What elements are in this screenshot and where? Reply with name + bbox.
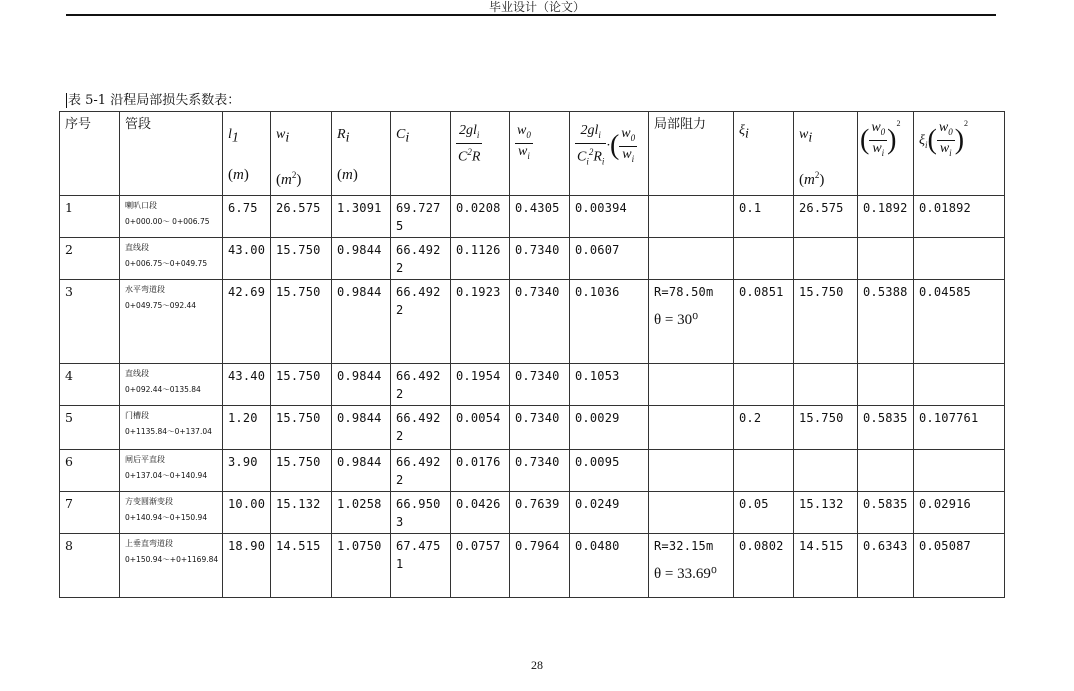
segment-range: 0+092.44～0135.84 xyxy=(125,385,201,394)
header-segment xyxy=(120,112,223,196)
cell-radius-value: 0.9844 xyxy=(337,411,382,425)
cell-area xyxy=(271,492,332,534)
segment-range: 0+137.04～0+140.94 xyxy=(125,471,208,480)
cell-area-2-value: 15.750 xyxy=(799,411,844,425)
cell-no xyxy=(60,280,120,364)
text-cursor xyxy=(66,93,67,108)
loss-coefficient-table xyxy=(59,111,1005,598)
cell-ratio-squared xyxy=(858,450,914,492)
cell-area-value: 15.750 xyxy=(276,369,321,383)
cell-radius xyxy=(332,364,391,406)
cell-xi-ratio-squared xyxy=(914,406,1005,450)
cell-length xyxy=(223,406,271,450)
header-no xyxy=(60,112,120,196)
header-length-unit: m xyxy=(233,166,244,183)
cell-no-value: 5 xyxy=(65,410,73,425)
cell-xi-ratio-squared-value: 0.05087 xyxy=(919,539,971,553)
cell-radius-value: 0.9844 xyxy=(337,369,382,383)
cell-segment xyxy=(120,280,223,364)
cell-no-value: 2 xyxy=(65,242,73,257)
header-length: $l_1$ (m) xyxy=(223,112,271,196)
segment-name: 闸后平直段 xyxy=(125,455,165,464)
cell-length-value: 43.40 xyxy=(228,369,266,383)
cell-area-2-value: 26.575 xyxy=(799,201,844,215)
cell-chezy xyxy=(391,364,451,406)
header-chezy xyxy=(391,112,451,196)
header-ratio-squared: ( $\frac{w_0}{w_i}$ )$^2$ xyxy=(858,112,914,196)
cell-length xyxy=(223,450,271,492)
cell-xi-ratio-squared xyxy=(914,534,1005,598)
cell-local-resistance xyxy=(649,450,734,492)
cell-product xyxy=(570,280,649,364)
cell-xi-ratio-squared xyxy=(914,492,1005,534)
cell-area-ratio xyxy=(510,450,570,492)
cell-ratio-squared-value: 0.6343 xyxy=(863,539,908,553)
cell-local-resistance xyxy=(649,406,734,450)
cell-segment xyxy=(120,238,223,280)
header-area-sub: i xyxy=(285,130,290,146)
cell-xi-ratio-squared xyxy=(914,450,1005,492)
header-rule xyxy=(66,14,996,16)
header-radius-sub: i xyxy=(345,130,350,146)
cell-xi xyxy=(734,406,794,450)
cell-friction-coef xyxy=(451,238,510,280)
table-row xyxy=(60,238,1005,280)
cell-ratio-squared-value: 0.5835 xyxy=(863,497,908,511)
cell-segment xyxy=(120,406,223,450)
cell-length xyxy=(223,534,271,598)
cell-radius xyxy=(332,238,391,280)
cell-chezy xyxy=(391,534,451,598)
cell-chezy xyxy=(391,196,451,238)
cell-area-value: 26.575 xyxy=(276,201,321,215)
cell-radius-value: 1.3091 xyxy=(337,201,382,215)
cell-area-ratio-value: 0.7639 xyxy=(515,497,560,511)
cell-area-ratio-value: 0.7964 xyxy=(515,539,560,553)
cell-xi xyxy=(734,280,794,364)
cell-product-value: 0.0029 xyxy=(575,411,620,425)
header-xi xyxy=(734,112,794,196)
table-body xyxy=(60,196,1005,598)
cell-friction-coef xyxy=(451,196,510,238)
cell-product-value: 0.0480 xyxy=(575,539,620,553)
header-no-label: 序号 xyxy=(65,117,92,132)
cell-length xyxy=(223,280,271,364)
header-chezy-symbol: C xyxy=(396,127,406,142)
cell-xi xyxy=(734,450,794,492)
cell-no xyxy=(60,196,120,238)
cell-area-2-value: 14.515 xyxy=(799,539,844,553)
cell-chezy-value: 66.4922 xyxy=(396,455,441,487)
cell-area-2-value: 15.750 xyxy=(799,285,844,299)
cell-xi xyxy=(734,534,794,598)
cell-area-value: 15.750 xyxy=(276,243,321,257)
cell-no-value: 4 xyxy=(65,368,73,383)
segment-range: 0+006.75～0+049.75 xyxy=(125,259,208,268)
table-caption xyxy=(66,93,240,109)
header-coef-den-sup: 2 xyxy=(467,146,472,157)
cell-ratio-squared xyxy=(858,196,914,238)
cell-radius-value: 0.9844 xyxy=(337,243,382,257)
header-area-symbol: w xyxy=(276,127,286,142)
table-caption-text: 表 5-1 沿程局部损失系数表： xyxy=(68,93,241,108)
cell-area-2 xyxy=(794,534,858,598)
cell-xi-ratio-squared xyxy=(914,364,1005,406)
cell-local-resistance xyxy=(649,280,734,364)
table-row xyxy=(60,196,1005,238)
cell-area xyxy=(271,406,332,450)
cell-no xyxy=(60,534,120,598)
header-row xyxy=(60,112,1005,196)
cell-xi-ratio-squared-value: 0.02916 xyxy=(919,497,971,511)
cell-friction-coef xyxy=(451,406,510,450)
segment-range: 0+140.94～0+150.94 xyxy=(125,513,208,522)
cell-segment xyxy=(120,492,223,534)
cell-no-value: 8 xyxy=(65,538,73,553)
header-radius-symbol: R xyxy=(337,127,346,142)
segment-range: 0+150.94～+0+1169.84 xyxy=(125,555,219,564)
cell-length xyxy=(223,196,271,238)
cell-length-value: 6.75 xyxy=(228,201,258,215)
cell-friction-coef-value: 0.0176 xyxy=(456,455,501,469)
header-segment-label: 管段 xyxy=(125,117,152,132)
cell-friction-coef xyxy=(451,492,510,534)
cell-product-value: 0.1053 xyxy=(575,369,620,383)
header-ratio-den-sub: i xyxy=(527,150,530,161)
cell-area-value: 15.750 xyxy=(276,455,321,469)
cell-radius-value: 0.9844 xyxy=(337,455,382,469)
cell-radius xyxy=(332,280,391,364)
cell-area xyxy=(271,196,332,238)
local-angle: θ = 33.69⁰ xyxy=(654,566,717,582)
cell-ratio-squared-value: 0.1892 xyxy=(863,201,908,215)
cell-length xyxy=(223,364,271,406)
cell-chezy-value: 67.4751 xyxy=(396,539,441,571)
cell-length xyxy=(223,492,271,534)
table-row xyxy=(60,534,1005,598)
cell-friction-coef-value: 0.0208 xyxy=(456,201,501,215)
header-coef-den: C xyxy=(458,149,468,165)
cell-segment xyxy=(120,534,223,598)
cell-area-ratio xyxy=(510,492,570,534)
header-area2-sub: i xyxy=(808,130,813,146)
cell-ratio-squared xyxy=(858,406,914,450)
cell-chezy xyxy=(391,450,451,492)
cell-area-value: 15.132 xyxy=(276,497,321,511)
cell-area xyxy=(271,364,332,406)
cell-product xyxy=(570,406,649,450)
cell-area-value: 14.515 xyxy=(276,539,321,553)
cell-xi-ratio-squared xyxy=(914,280,1005,364)
cell-area-ratio xyxy=(510,406,570,450)
header-coef-num: 2gl xyxy=(459,123,477,138)
segment-name: 水平弯道段 xyxy=(125,285,165,294)
cell-radius xyxy=(332,492,391,534)
cell-no-value: 1 xyxy=(65,200,73,215)
cell-area-ratio xyxy=(510,196,570,238)
segment-name: 直线段 xyxy=(125,369,149,378)
cell-no xyxy=(60,364,120,406)
header-friction-coef xyxy=(451,112,510,196)
cell-area-ratio-value: 0.7340 xyxy=(515,369,560,383)
cell-xi-value: 0.05 xyxy=(739,497,769,511)
cell-chezy-value: 69.7275 xyxy=(396,201,441,233)
header-area-ratio xyxy=(510,112,570,196)
cell-product xyxy=(570,364,649,406)
header-area-unit: m xyxy=(281,171,292,188)
cell-chezy-value: 66.4922 xyxy=(396,243,441,275)
cell-product-value: 0.0095 xyxy=(575,455,620,469)
header-xi-sub: i xyxy=(745,126,749,142)
cell-friction-coef-value: 0.0757 xyxy=(456,539,501,553)
cell-friction-coef-value: 0.1126 xyxy=(456,243,501,257)
cell-area-2-value: 15.132 xyxy=(799,497,844,511)
header-coef-num-sub: i xyxy=(476,129,480,140)
cell-chezy-value: 66.4922 xyxy=(396,411,441,443)
cell-chezy-value: 66.4922 xyxy=(396,369,441,401)
cell-friction-coef xyxy=(451,280,510,364)
cell-length-value: 3.90 xyxy=(228,455,258,469)
header-radius: $R_i$ (m) xyxy=(332,112,391,196)
cell-area-ratio-value: 0.7340 xyxy=(515,285,560,299)
cell-radius xyxy=(332,406,391,450)
header-area2-unit-sup: 2 xyxy=(814,169,820,180)
cell-local-resistance xyxy=(649,238,734,280)
cell-no xyxy=(60,238,120,280)
segment-range: 0+000.00～ 0+006.75 xyxy=(125,217,210,226)
header-square-sup: 2 xyxy=(896,119,901,128)
cell-length-value: 1.20 xyxy=(228,411,258,425)
cell-friction-coef xyxy=(451,450,510,492)
table-row xyxy=(60,450,1005,492)
cell-area-ratio xyxy=(510,238,570,280)
cell-segment xyxy=(120,364,223,406)
segment-name: 上垂直弯道段 xyxy=(125,539,173,548)
header-local-resistance-label: 局部阻力 xyxy=(654,117,707,132)
cell-friction-coef xyxy=(451,534,510,598)
cell-local-resistance xyxy=(649,364,734,406)
cell-product-value: 0.0607 xyxy=(575,243,620,257)
header-xi-symbol: ξ xyxy=(739,123,745,138)
cell-local-resistance xyxy=(649,492,734,534)
cell-xi xyxy=(734,364,794,406)
header-ratio-num-sub: 0 xyxy=(526,129,531,140)
header-area2-unit: m xyxy=(804,171,815,188)
cell-chezy xyxy=(391,238,451,280)
cell-product xyxy=(570,492,649,534)
header-area2-symbol: w xyxy=(799,127,809,142)
cell-area-ratio xyxy=(510,280,570,364)
header-xi-ratio-squared: $\xi_i$( $\frac{w_0}{w_i}$ )$^2$ xyxy=(914,112,1005,196)
table-row xyxy=(60,406,1005,450)
page-number: 28 xyxy=(531,658,543,672)
cell-xi-value: 0.2 xyxy=(739,411,762,425)
header-length-symbol: l xyxy=(228,127,232,142)
cell-segment xyxy=(120,196,223,238)
cell-ratio-squared xyxy=(858,534,914,598)
table-row xyxy=(60,492,1005,534)
segment-range: 0+049.75～092.44 xyxy=(125,301,197,310)
cell-ratio-squared xyxy=(858,280,914,364)
cell-area-2 xyxy=(794,450,858,492)
cell-length-value: 18.90 xyxy=(228,539,266,553)
cell-area-2 xyxy=(794,196,858,238)
header-chezy-sub: i xyxy=(405,130,410,146)
cell-ratio-squared-value: 0.5835 xyxy=(863,411,908,425)
cell-local-resistance xyxy=(649,534,734,598)
header-area-unit-sup: 2 xyxy=(291,169,297,180)
cell-ratio-squared xyxy=(858,238,914,280)
cell-product xyxy=(570,450,649,492)
cell-area xyxy=(271,534,332,598)
cell-xi-value: 0.0851 xyxy=(739,285,784,299)
cell-local-resistance xyxy=(649,196,734,238)
cell-xi-ratio-squared-value: 0.107761 xyxy=(919,411,979,425)
cell-chezy xyxy=(391,280,451,364)
cell-length-value: 42.69 xyxy=(228,285,266,299)
running-head: 毕业设计（论文） xyxy=(488,0,585,14)
cell-area-2 xyxy=(794,280,858,364)
cell-xi-ratio-squared xyxy=(914,238,1005,280)
cell-radius xyxy=(332,450,391,492)
segment-name: 喇叭口段 xyxy=(125,201,157,210)
cell-product-value: 0.00394 xyxy=(575,201,627,215)
cell-friction-coef-value: 0.1954 xyxy=(456,369,501,383)
cell-radius xyxy=(332,196,391,238)
cell-no-value: 6 xyxy=(65,454,73,469)
cell-xi xyxy=(734,196,794,238)
cell-friction-coef-value: 0.0054 xyxy=(456,411,501,425)
table-row xyxy=(60,364,1005,406)
cell-xi-ratio-squared-value: 0.01892 xyxy=(919,201,971,215)
segment-name: 直线段 xyxy=(125,243,149,252)
table-row xyxy=(60,280,1005,364)
local-radius: R=32.15m xyxy=(654,539,714,553)
cell-chezy-value: 66.4922 xyxy=(396,285,441,317)
header-ratio-num: w xyxy=(517,123,527,138)
cell-friction-coef xyxy=(451,364,510,406)
cell-area xyxy=(271,280,332,364)
segment-range: 0+1135.84～0+137.04 xyxy=(125,427,212,436)
cell-no-value: 7 xyxy=(65,496,73,511)
cell-no xyxy=(60,492,120,534)
cell-area-value: 15.750 xyxy=(276,411,321,425)
cell-chezy xyxy=(391,406,451,450)
header-ratio-den: w xyxy=(517,143,528,159)
segment-name: 方变圆渐变段 xyxy=(125,497,173,506)
header-length-sub: 1 xyxy=(231,130,239,146)
cell-xi xyxy=(734,238,794,280)
cell-segment xyxy=(120,450,223,492)
header-area: $w_i$ $(m^2)$ xyxy=(271,112,332,196)
cell-friction-coef-value: 0.0426 xyxy=(456,497,501,511)
cell-no xyxy=(60,450,120,492)
cell-product-value: 0.0249 xyxy=(575,497,620,511)
cell-length-value: 10.00 xyxy=(228,497,266,511)
cell-area xyxy=(271,450,332,492)
cell-area-ratio-value: 0.4305 xyxy=(515,201,560,215)
cell-no-value: 3 xyxy=(65,284,73,299)
cell-area xyxy=(271,238,332,280)
cell-xi-ratio-squared-value: 0.04585 xyxy=(919,285,971,299)
local-radius: R=78.50m xyxy=(654,285,714,299)
cell-xi-ratio-squared xyxy=(914,196,1005,238)
cell-area-ratio xyxy=(510,364,570,406)
cell-area-2 xyxy=(794,238,858,280)
header-coef-den-tail: R xyxy=(471,149,481,165)
cell-area-ratio xyxy=(510,534,570,598)
cell-ratio-squared xyxy=(858,492,914,534)
cell-product xyxy=(570,196,649,238)
cell-area-2 xyxy=(794,364,858,406)
segment-name: 门槽段 xyxy=(125,411,149,420)
cell-xi xyxy=(734,492,794,534)
cell-no xyxy=(60,406,120,450)
cell-ratio-squared xyxy=(858,364,914,406)
cell-radius-value: 1.0750 xyxy=(337,539,382,553)
header-product: $\frac{2gl_i}{C_i^2R_i}$ ·( $\frac{w_0}{w_i}$ xyxy=(570,112,649,196)
header-local-resistance xyxy=(649,112,734,196)
cell-area-2 xyxy=(794,406,858,450)
header-area-2: $w_i$ $(m^2)$ xyxy=(794,112,858,196)
cell-area-2 xyxy=(794,492,858,534)
cell-xi-value: 0.0802 xyxy=(739,539,784,553)
cell-chezy xyxy=(391,492,451,534)
cell-length xyxy=(223,238,271,280)
header-radius-unit: m xyxy=(342,166,353,183)
local-angle: θ = 30⁰ xyxy=(654,312,699,328)
cell-ratio-squared-value: 0.5388 xyxy=(863,285,908,299)
cell-friction-coef-value: 0.1923 xyxy=(456,285,501,299)
cell-radius-value: 0.9844 xyxy=(337,285,382,299)
cell-area-value: 15.750 xyxy=(276,285,321,299)
cell-product-value: 0.1036 xyxy=(575,285,620,299)
cell-area-ratio-value: 0.7340 xyxy=(515,455,560,469)
cell-chezy-value: 66.9503 xyxy=(396,497,441,529)
cell-radius-value: 1.0258 xyxy=(337,497,382,511)
cell-area-ratio-value: 0.7340 xyxy=(515,411,560,425)
cell-product xyxy=(570,534,649,598)
cell-area-ratio-value: 0.7340 xyxy=(515,243,560,257)
cell-length-value: 43.00 xyxy=(228,243,266,257)
cell-product xyxy=(570,238,649,280)
cell-radius xyxy=(332,534,391,598)
cell-xi-value: 0.1 xyxy=(739,201,762,215)
